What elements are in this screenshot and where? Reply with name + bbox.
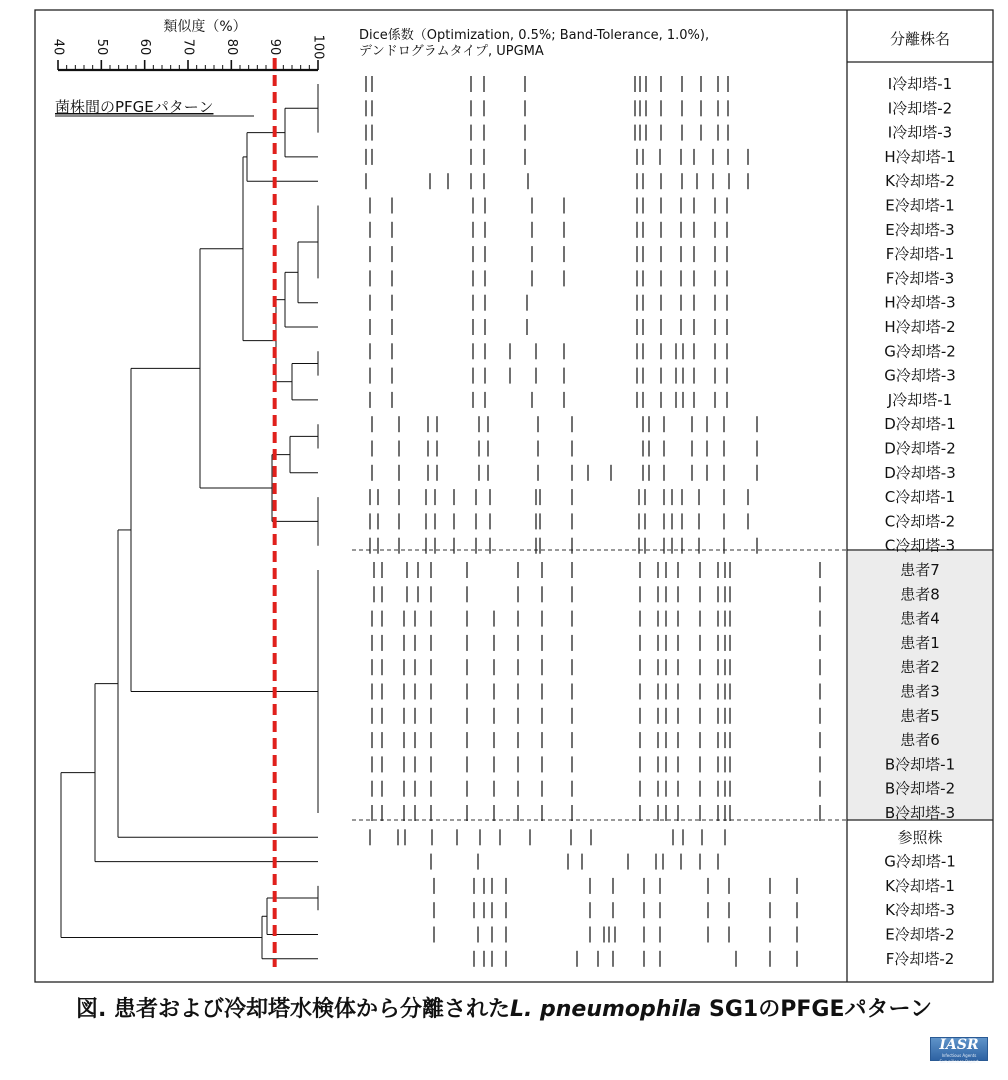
strain-name-column-header: 分離株名 bbox=[889, 30, 951, 48]
iasr-logo bbox=[930, 1037, 988, 1064]
strain-name: 患者2 bbox=[900, 658, 940, 677]
pfge-band-patterns bbox=[366, 76, 820, 967]
strain-name: 患者8 bbox=[900, 585, 940, 604]
scale-tick-label: 50 bbox=[93, 38, 109, 56]
strain-name: G冷却塔-3 bbox=[884, 366, 956, 385]
similarity-scale bbox=[51, 35, 326, 70]
strain-name: D冷却塔-2 bbox=[884, 439, 956, 458]
strain-name: K冷却塔-1 bbox=[885, 876, 955, 895]
method-description-line2: デンドログラムタイプ, UPGMA bbox=[359, 44, 544, 59]
strain-name: K冷却塔-3 bbox=[885, 901, 955, 920]
scale-tick-label: 80 bbox=[223, 38, 239, 56]
iasr-logo-subtitle: Infectious Agents Surveillance Report bbox=[939, 1053, 979, 1064]
strain-name: G冷却塔-2 bbox=[884, 342, 956, 361]
scale-tick-label: 40 bbox=[50, 38, 66, 56]
strain-name: 患者3 bbox=[900, 682, 940, 701]
scale-tick-label: 100 bbox=[310, 34, 326, 60]
caption-prefix: 図. 患者および冷却塔水検体から分離された bbox=[75, 997, 510, 1022]
figure-frame bbox=[35, 10, 993, 982]
strain-name: B冷却塔-3 bbox=[884, 804, 956, 822]
similarity-axis-title: 類似度（%） bbox=[163, 19, 247, 35]
strain-name: E冷却塔-2 bbox=[885, 925, 955, 944]
strain-name: I冷却塔-3 bbox=[887, 123, 953, 142]
strain-name: 患者4 bbox=[900, 609, 940, 628]
strain-name: J冷却塔-1 bbox=[887, 390, 953, 409]
strain-name: C冷却塔-1 bbox=[884, 488, 956, 507]
strain-name: D冷却塔-3 bbox=[884, 463, 956, 482]
strain-name: H冷却塔-1 bbox=[884, 147, 956, 166]
strain-name: E冷却塔-1 bbox=[885, 196, 955, 215]
scale-tick-label: 60 bbox=[137, 38, 153, 56]
strain-name: F冷却塔-1 bbox=[885, 245, 955, 264]
scale-tick-label: 70 bbox=[180, 38, 196, 56]
strain-name: C冷却塔-2 bbox=[884, 512, 956, 531]
strain-name: 参照株 bbox=[897, 828, 943, 847]
strain-name: I冷却塔-2 bbox=[887, 99, 953, 118]
strain-name: 患者7 bbox=[900, 561, 940, 579]
strain-name: 患者5 bbox=[900, 706, 940, 725]
strain-name: K冷却塔-2 bbox=[885, 172, 955, 191]
strain-name: 患者1 bbox=[900, 633, 940, 652]
strain-name: E冷却塔-3 bbox=[885, 220, 955, 239]
scale-tick-label: 90 bbox=[267, 38, 283, 56]
strain-name: H冷却塔-2 bbox=[884, 318, 956, 336]
strain-name: D冷却塔-1 bbox=[884, 415, 956, 434]
strain-name: 患者6 bbox=[900, 731, 940, 750]
strain-name: C冷却塔-3 bbox=[884, 536, 956, 555]
iasr-logo-mark: IASR bbox=[939, 1037, 979, 1053]
dendrogram bbox=[61, 84, 318, 959]
method-description-line1: Dice係数（Optimization, 0.5%; Band-Tolerance, 1.0%), bbox=[359, 28, 710, 43]
strain-name: B冷却塔-2 bbox=[884, 779, 956, 798]
strain-name: F冷却塔-3 bbox=[885, 269, 955, 288]
strain-name: I冷却塔-1 bbox=[887, 75, 953, 93]
caption-species: L. pneumophila bbox=[509, 997, 702, 1022]
strain-name: F冷却塔-2 bbox=[885, 949, 955, 968]
strain-name: H冷却塔-3 bbox=[884, 293, 956, 312]
strain-name: G冷却塔-1 bbox=[884, 852, 956, 871]
strain-name: B冷却塔-1 bbox=[884, 755, 956, 774]
caption-suffix: SG1のPFGEパターン bbox=[701, 997, 933, 1022]
figure-caption bbox=[0, 992, 1008, 1023]
strain-name-list bbox=[884, 75, 956, 968]
pfge-section-label: 菌株間のPFGEパターン bbox=[55, 98, 214, 116]
